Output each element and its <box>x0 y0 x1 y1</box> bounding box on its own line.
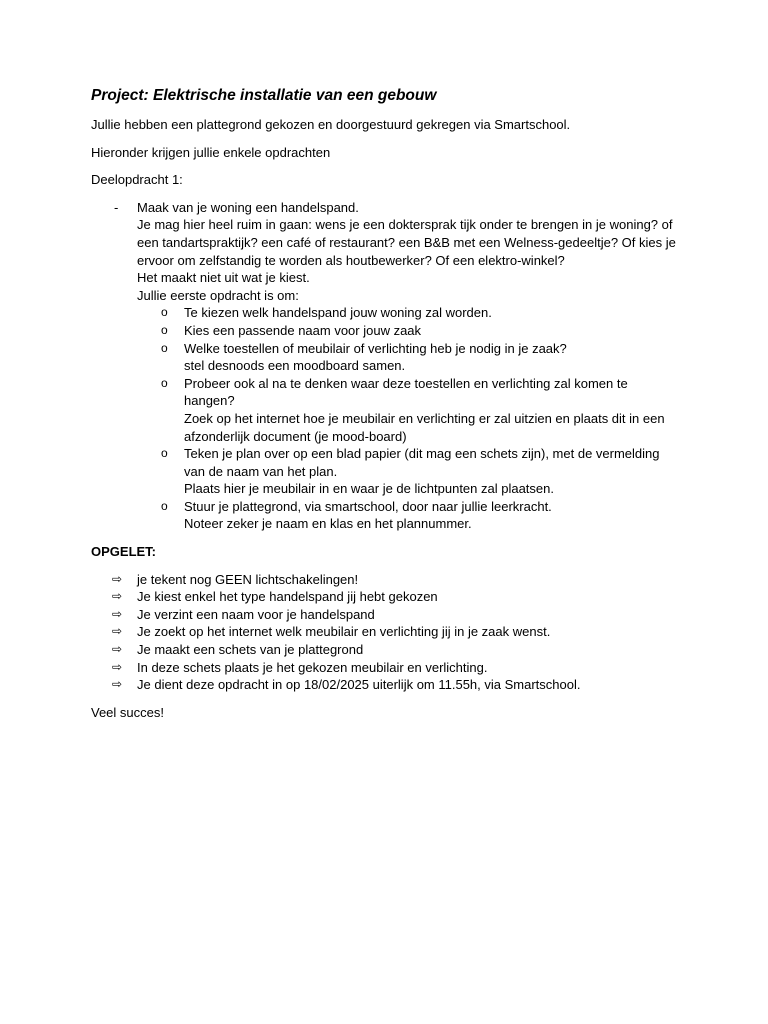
task-line: van de naam van het plan. <box>184 463 338 479</box>
task-line: Noteer zeker je naam en klas en het plannummer. <box>184 516 472 532</box>
checklist-text: Je maakt een schets van je plattegrond <box>137 642 364 658</box>
arrow-right-icon: ⇨ <box>112 571 123 586</box>
circle-bullet: o <box>161 498 168 513</box>
task-line: afzonderlijk document (je mood-board) <box>184 428 407 444</box>
checklist-item <box>91 641 691 659</box>
task-item <box>137 375 691 445</box>
task-line: Stuur je plattegrond, via smartschool, door naar jullie leerkracht. <box>184 498 552 514</box>
checklist-item <box>91 623 691 641</box>
task-item <box>137 304 691 322</box>
task-item <box>137 322 691 340</box>
task-item <box>137 340 691 375</box>
checklist-item <box>91 588 691 606</box>
checklist-item <box>91 571 691 589</box>
circle-bullet: o <box>161 305 168 320</box>
task-line: Probeer ook al na te denken waar deze toestellen en verlichting zal komen te <box>184 375 628 391</box>
dash-line: Jullie eerste opdracht is om: <box>137 287 299 303</box>
dash-bullet: - <box>114 199 119 215</box>
arrow-right-icon: ⇨ <box>112 624 123 639</box>
task-line: Te kiezen welk handelspand jouw woning zal worden. <box>184 305 492 321</box>
intro-paragraph-1: Jullie hebben een plattegrond gekozen en doorgestuurd gekregen via Smartschool. <box>91 117 571 132</box>
dash-line: Het maakt niet uit wat je kiest. <box>137 270 310 286</box>
checklist-text: Je verzint een naam voor je handelspand <box>137 606 375 622</box>
task-line: Teken je plan over op een blad papier (dit mag een schets zijn), met de vermelding <box>184 446 660 462</box>
task-line: Plaats hier je meubilair in en waar je de lichtpunten zal plaatsen. <box>184 481 554 497</box>
task-line: Kies een passende naam voor jouw zaak <box>184 322 422 338</box>
document-title: Project: Elektrische installatie van een gebouw <box>91 87 437 104</box>
task-line: Zoek op het internet hoe je meubilair en verlichting er zal uitzien en plaats dit in een <box>184 410 665 426</box>
checklist-item <box>91 659 691 677</box>
dash-line: Je mag hier heel ruim in gaan: wens je een doktersprak tijk onder te brengen in je woning? of <box>137 217 673 233</box>
circle-bullet: o <box>161 340 168 355</box>
arrow-right-icon: ⇨ <box>112 642 123 657</box>
circle-bullet: o <box>161 322 168 337</box>
arrow-right-icon: ⇨ <box>112 589 123 604</box>
arrow-right-icon: ⇨ <box>112 659 123 674</box>
checklist-item <box>91 606 691 624</box>
task-line: hangen? <box>184 393 235 409</box>
checklist-text: Je zoekt op het internet welk meubilair en verlichting jij in je zaak wenst. <box>137 624 551 640</box>
closing-line: Veel succes! <box>91 704 164 720</box>
intro-paragraph-2: Hieronder krijgen jullie enkele opdrachten <box>91 144 331 160</box>
circle-bullet: o <box>161 375 168 390</box>
document-page <box>91 86 691 731</box>
arrow-right-icon: ⇨ <box>112 677 123 692</box>
dash-line: ervoor om zelfstandig te worden als houtbewerker? Of een elektro-winkel? <box>137 252 565 268</box>
dash-line: een tandartspraktijk? een café of restaurant? een B&B met een Welness-gedeeltje? Of kies je <box>137 234 676 250</box>
subtask-heading: Deelopdracht 1: <box>91 172 183 188</box>
warning-heading: OPGELET: <box>91 544 157 560</box>
dash-list-item <box>91 199 691 533</box>
arrow-right-icon: ⇨ <box>112 606 123 621</box>
checklist-item <box>91 676 691 694</box>
task-item <box>137 498 691 533</box>
checklist-text: In deze schets plaats je het gekozen meubilair en verlichting. <box>137 659 488 675</box>
task-line: stel desnoods een moodboard samen. <box>184 358 406 374</box>
task-item <box>137 445 691 498</box>
task-line: Welke toestellen of meubilair of verlichting heb je nodig in je zaak? <box>184 340 567 356</box>
dash-line: Maak van je woning een handelspand. <box>137 199 359 215</box>
task-list <box>137 304 691 533</box>
checklist-text: Je dient deze opdracht in op 18/02/2025 uiterlijk om 11.55h, via Smartschool. <box>137 677 581 693</box>
checklist-text: Je kiest enkel het type handelspand jij hebt gekozen <box>137 589 438 605</box>
checklist <box>91 571 691 694</box>
circle-bullet: o <box>161 446 168 461</box>
checklist-text: je tekent nog GEEN lichtschakelingen! <box>137 571 359 587</box>
